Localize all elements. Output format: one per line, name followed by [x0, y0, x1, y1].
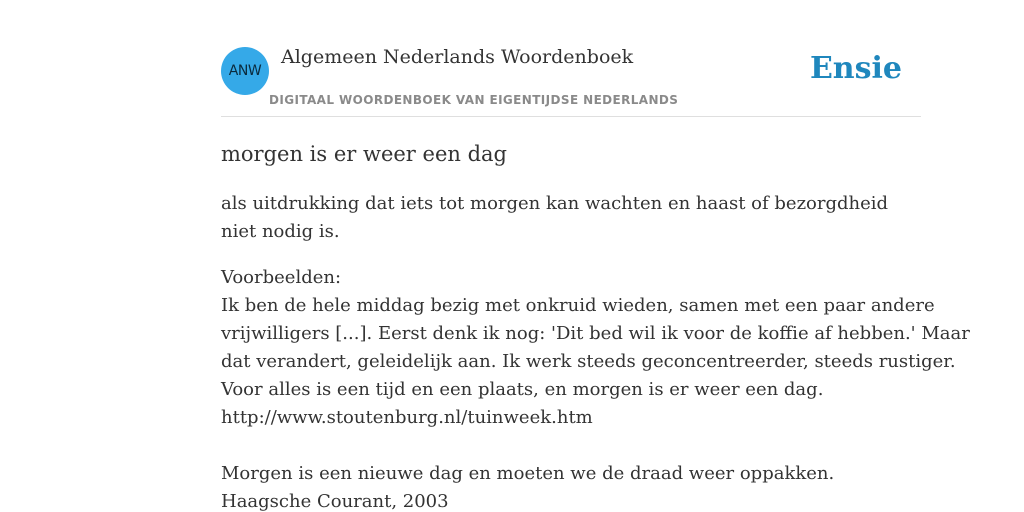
example-line: dat verandert, geleidelijk aan. Ik werk steeds geconcentreerder, steeds rustiger.	[221, 351, 956, 372]
site-header	[221, 46, 921, 117]
example-line: vrijwilligers [...]. Eerst denk ik nog: 'Dit bed wil ik voor de koffie af hebben.' Maar	[221, 323, 970, 344]
example-line: Morgen is een nieuwe dag en moeten we de draad weer oppakken.	[221, 463, 835, 484]
example-line: Voor alles is een tijd en een plaats, en morgen is er weer een dag.	[221, 379, 824, 400]
example-spacer	[221, 432, 921, 460]
anw-logo[interactable]: ANW	[221, 47, 269, 95]
example-line: Ik ben de hele middag bezig met onkruid wieden, samen met een paar andere	[221, 295, 935, 316]
site-title[interactable]: Algemeen Nederlands Woordenboek	[281, 46, 634, 68]
entry-definition: als uitdrukking dat iets tot morgen kan wachten en haast of bezorgdheid niet nodig is.	[221, 193, 889, 242]
example-source: Haagsche Courant, 2003	[221, 491, 449, 512]
entry-content	[221, 138, 970, 512]
entry-title: morgen is er weer een dag	[221, 142, 507, 166]
ensie-brand-link[interactable]: Ensie	[809, 51, 902, 86]
example-source: http://www.stoutenburg.nl/tuinweek.htm	[221, 407, 593, 428]
examples-section	[221, 264, 970, 512]
examples-label: Voorbeelden:	[221, 267, 342, 288]
site-subtitle: DIGITAAL WOORDENBOEK VAN EIGENTIJDSE NEDERLANDS	[269, 93, 679, 107]
